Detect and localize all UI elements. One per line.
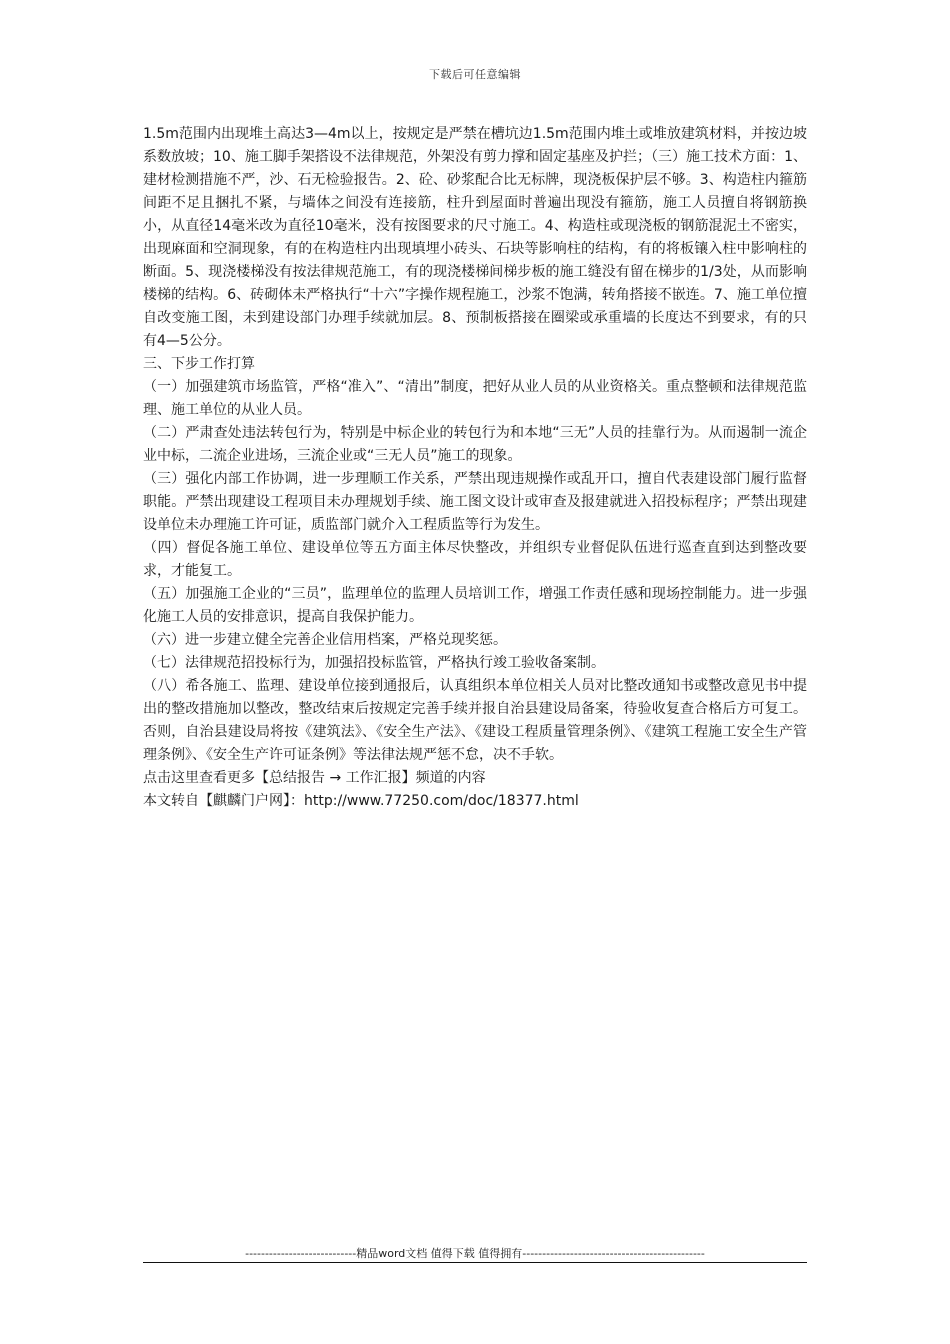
paragraph-item-2: （二）严肃查处违法转包行为，特别是中标企业的转包行为和本地“三无”人员的挂靠行为。从而遏制一流企业中标，二流企业进场，三流企业或“三无人员”施工的现象。 — [143, 425, 807, 464]
more-content-link[interactable]: 点击这里查看更多【总结报告 → 工作汇报】频道的内容 — [143, 770, 486, 786]
paragraph-inspection-findings: 1.5m范围内出现堆土高达3—4m以上，按规定是严禁在槽坑边1.5m范围内堆土或堆放建筑材料，并按边坡系数放坡；10、施工脚手架搭设不法律规范，外架没有剪力撑和固定基座及护拦；（三）施工技术方面：1、建材检测措施不严，沙、石无检验报告。2、砼、砂浆配合比无标牌，现浇板保护层不够。3、构造柱内箍筋间距不足且捆扎不紧，与墙体之间没有连接筋，柱升到屋面时普遍出现没有箍筋，施工人员擅自将钢筋换小，从直径14毫米改为直径10毫米，没有按图要求的尺寸施工。4、构造柱或现浇板的钢筋混泥土不密实，出现麻面和空洞现象，有的在构造柱内出现填埋小砖头、石块等影响柱的结构，有的将板镶入柱中影响柱的断面。5、现浇楼梯没有按法律规范施工，有的现浇楼梯间梯步板的施工缝没有留在梯步的1/3处，从而影响楼梯的结构。6、砖砌体未严格执行“十六”字操作规程施工，沙浆不饱满，转角搭接不嵌连。7、施工单位擅自改变施工图，未到建设部门办理手续就加层。8、预制板搭接在圈梁或承重墙的长度达不到要求，有的只有4—5公分。 — [143, 126, 807, 349]
section-heading-next-steps: 三、下步工作打算 — [143, 356, 255, 372]
document-body — [143, 123, 807, 813]
footer-divider — [143, 1262, 807, 1263]
paragraph-item-1: （一）加强建筑市场监管，严格“准入”、“清出”制度，把好从业人员的从业资格关。重点整顿和法律规范监理、施工单位的从业人员。 — [143, 379, 807, 418]
page-header: 下载后可任意编辑 — [429, 68, 521, 81]
paragraph-item-6: （六）进一步建立健全完善企业信用档案，严格兑现奖惩。 — [143, 632, 507, 648]
paragraph-item-5: （五）加强施工企业的“三员”，监理单位的监理人员培训工作，增强工作责任感和现场控制能力。进一步强化施工人员的安排意识，提高自我保护能力。 — [143, 586, 807, 625]
footer-text: ----------------------------精品word文档 值得下载 值得拥有---------------------------------------------- — [245, 1247, 705, 1260]
paragraph-item-7: （七）法律规范招投标行为，加强招投标监管，严格执行竣工验收备案制。 — [143, 655, 605, 671]
paragraph-item-8: （八）希各施工、监理、建设单位接到通报后，认真组织本单位相关人员对比整改通知书或整改意见书中提出的整改措施加以整改，整改结束后按规定完善手续并报自治县建设局备案，待验收复查合格后方可复工。否则，自治县建设局将按《建筑法》、《安全生产法》、《建设工程质量管理条例》、《建筑工程施工安全生产管理条例》、《安全生产许可证条例》等法律法规严惩不怠，决不手软。 — [143, 678, 807, 763]
source-attribution[interactable]: 本文转自【麒麟门户网】：http://www.77250.com/doc/18377.html — [143, 793, 579, 809]
paragraph-item-3: （三）强化内部工作协调，进一步理顺工作关系，严禁出现违规操作或乱开口，擅自代表建设部门履行监督职能。严禁出现建设工程项目未办理规划手续、施工图文设计或审查及报建就进入招投标程序；严禁出现建设单位未办理施工许可证，质监部门就介入工程质监等行为发生。 — [143, 471, 807, 533]
paragraph-item-4: （四）督促各施工单位、建设单位等五方面主体尽快整改，并组织专业督促队伍进行巡查直到达到整改要求，才能复工。 — [143, 540, 807, 579]
